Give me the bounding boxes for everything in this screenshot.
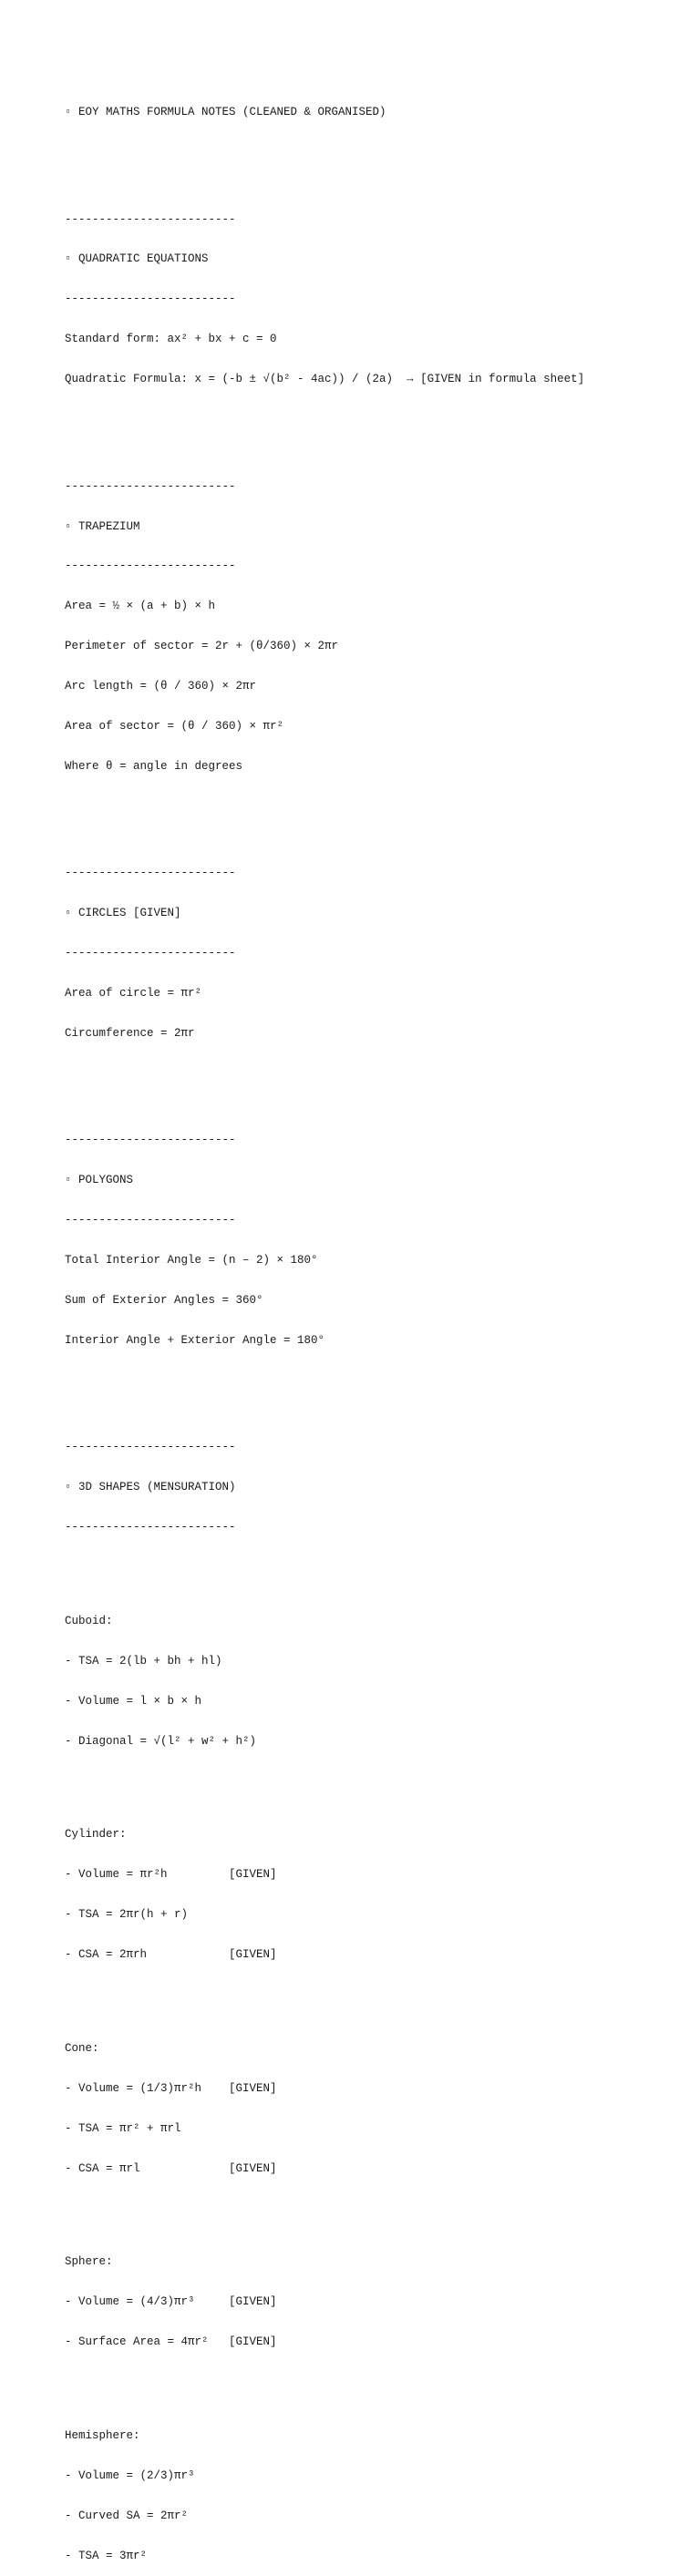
hemisphere-tsa: - TSA = 3πr²: [65, 2549, 148, 2562]
section-divider: -------------------------: [65, 1441, 236, 1454]
section-divider: -------------------------: [65, 559, 236, 573]
hemisphere-label: Hemisphere:: [65, 2428, 140, 2442]
section-divider: -------------------------: [65, 1134, 236, 1147]
cone-label: Cone:: [65, 2041, 99, 2055]
interior-exterior-sum: Interior Angle + Exterior Angle = 180°: [65, 1334, 325, 1348]
circles-heading: ▫ CIRCLES [GIVEN]: [65, 907, 181, 920]
formula-notes-document: [65, 79, 685, 2576]
sector-perimeter: Perimeter of sector = 2r + (θ/360) × 2πr: [65, 640, 339, 653]
cone-csa: - CSA = πrl [GIVEN]: [65, 2161, 277, 2175]
circumference: Circumference = 2πr: [65, 1027, 195, 1041]
hemisphere-volume: - Volume = (2/3)πr³: [65, 2468, 195, 2482]
cuboid-diagonal: - Diagonal = √(l² + w² + h²): [65, 1734, 257, 1748]
quadratic-heading: ▫ QUADRATIC EQUATIONS: [65, 252, 209, 266]
arc-length: Arc length = (θ / 360) × 2πr: [65, 680, 257, 693]
document-title: ▫ EOY MATHS FORMULA NOTES (CLEANED & ORGANISED): [65, 106, 386, 119]
quadratic-standard-form: Standard form: ax² + bx + c = 0: [65, 333, 277, 346]
section-divider: -------------------------: [65, 867, 236, 880]
sector-area: Area of sector = (θ / 360) × πr²: [65, 720, 284, 734]
cylinder-csa: - CSA = 2πrh [GIVEN]: [65, 1948, 277, 1962]
cylinder-volume: - Volume = πr²h [GIVEN]: [65, 1868, 277, 1882]
cylinder-tsa: - TSA = 2πr(h + r): [65, 1908, 189, 1922]
cuboid-label: Cuboid:: [65, 1614, 113, 1627]
polygons-heading: ▫ POLYGONS: [65, 1174, 134, 1187]
quadratic-formula: Quadratic Formula: x = (-b ± √(b² - 4ac)) / (2a) → [GIVEN in formula sheet]: [65, 373, 585, 386]
trapezium-area: Area = ½ × (a + b) × h: [65, 600, 216, 613]
cuboid-tsa: - TSA = 2(lb + bh + hl): [65, 1654, 222, 1668]
sphere-volume: - Volume = (4/3)πr³ [GIVEN]: [65, 2295, 277, 2309]
cone-tsa: - TSA = πr² + πrl: [65, 2121, 181, 2135]
cuboid-volume: - Volume = l × b × h: [65, 1694, 202, 1708]
total-interior-angle: Total Interior Angle = (n – 2) × 180°: [65, 1254, 318, 1267]
section-divider: -------------------------: [65, 292, 236, 306]
cylinder-label: Cylinder:: [65, 1828, 127, 1842]
shapes3d-heading: ▫ 3D SHAPES (MENSURATION): [65, 1481, 236, 1494]
hemisphere-curved-sa: - Curved SA = 2πr²: [65, 2509, 189, 2522]
section-divider: -------------------------: [65, 1214, 236, 1227]
circle-area: Area of circle = πr²: [65, 987, 202, 1001]
sphere-surface-area: - Surface Area = 4πr² [GIVEN]: [65, 2335, 277, 2349]
sum-exterior-angles: Sum of Exterior Angles = 360°: [65, 1294, 263, 1308]
section-divider: -------------------------: [65, 212, 236, 226]
section-divider: -------------------------: [65, 479, 236, 493]
cone-volume: - Volume = (1/3)πr²h [GIVEN]: [65, 2081, 277, 2095]
theta-note: Where θ = angle in degrees: [65, 760, 243, 774]
trapezium-heading: ▫ TRAPEZIUM: [65, 519, 140, 533]
section-divider: -------------------------: [65, 947, 236, 960]
sphere-label: Sphere:: [65, 2255, 113, 2269]
section-divider: -------------------------: [65, 1521, 236, 1534]
